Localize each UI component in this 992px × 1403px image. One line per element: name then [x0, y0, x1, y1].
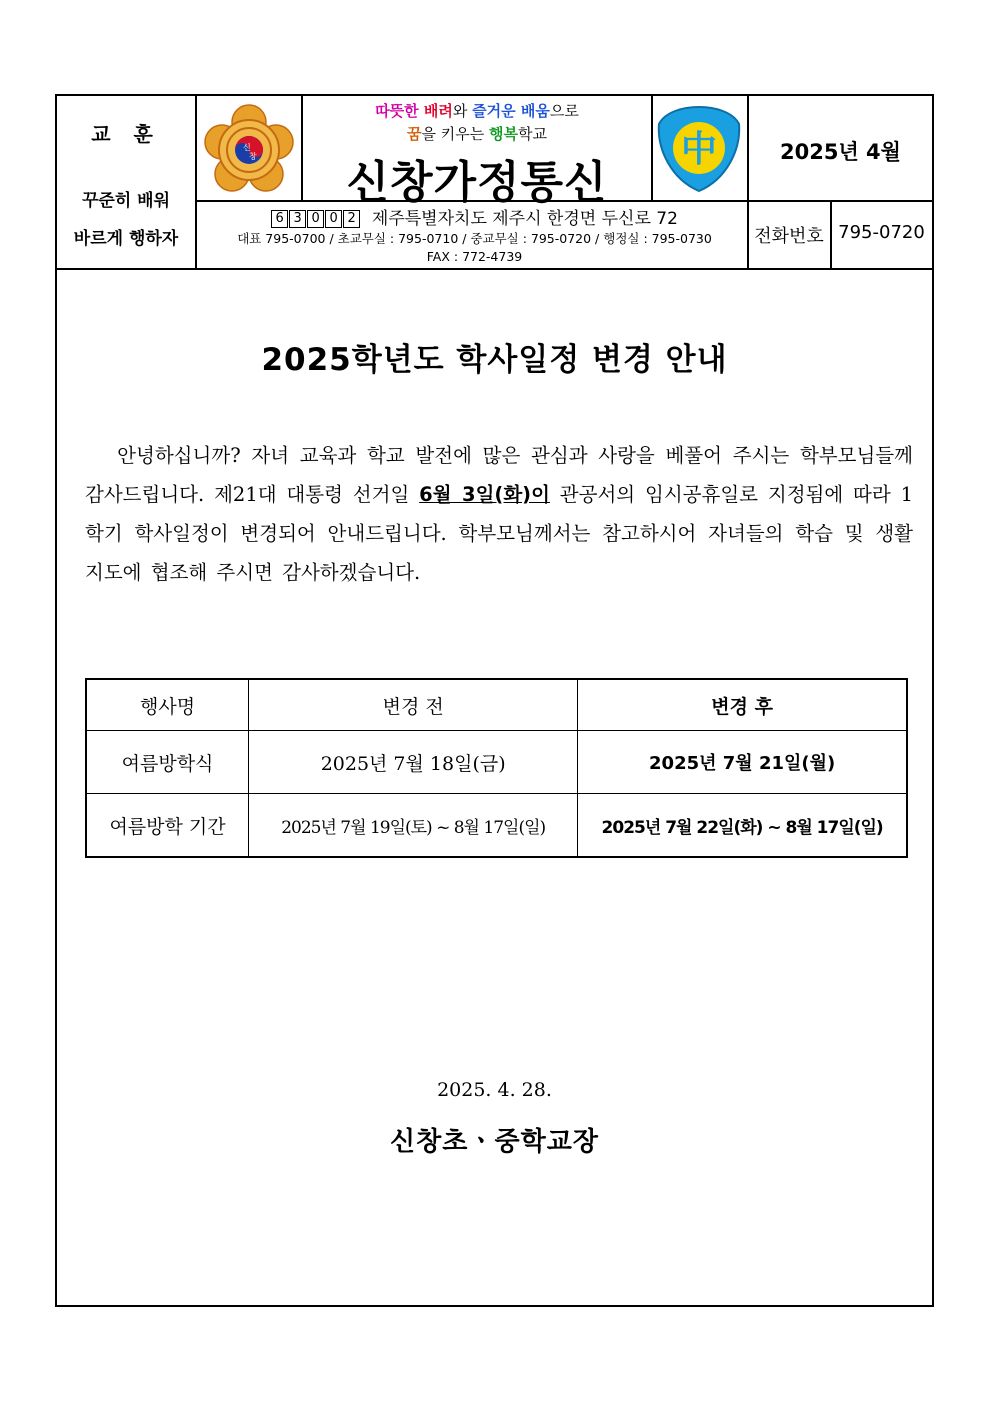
- date-before: 2025년 7월 18일(금): [249, 731, 578, 794]
- page-title: 2025학년도 학사일정 변경 안내: [261, 342, 728, 378]
- postal-digit: 0: [325, 210, 342, 228]
- address-text: 제주특별자치도 제주시 한경면 두신로 72: [371, 209, 678, 229]
- motto-line-1: 꾸준히 배워: [81, 191, 171, 211]
- emblem-char-2: 창: [249, 152, 257, 161]
- postal-digit: 6: [271, 210, 288, 228]
- table-header-row: [86, 679, 907, 731]
- schedule-table: [85, 678, 908, 858]
- issue-date: 2025년 4월: [780, 140, 901, 164]
- newsletter-name: 신창가정통신: [346, 157, 608, 208]
- table-row: [86, 731, 907, 794]
- slogan-line-1: 따뜻한 배려와 즐거운 배움으로: [375, 102, 579, 120]
- col-header-before: 변경 전: [249, 679, 578, 731]
- date-after: 2025년 7월 22일(화) ~ 8월 17일(일): [578, 794, 907, 858]
- postal-digit: 3: [289, 210, 306, 228]
- motto-line-2: 바르게 행하자: [73, 229, 179, 249]
- contact-line-1: 대표 795-0700 / 초교무실 : 795-0710 / 중교무실 : 795-0720 / 행정실 : 795-0730: [237, 231, 712, 246]
- date-after: 2025년 7월 21일(월): [578, 731, 907, 794]
- table-row: [86, 794, 907, 858]
- date-before: 2025년 7월 19일(토) ~ 8월 17일(일): [249, 794, 578, 858]
- body-paragraph: 안녕하십니까? 자녀 교육과 학교 발전에 많은 관심과 사랑을 베풀어 주시는 학부모님들께 감사드립니다. 제21대 대통령 선거일 6월 3일(화)이 관공서의 임시공휴일로 지정됨에 따라 1학기 학사일정이 변경되어 안내드립니다. 학부모님께서는 참고하시어 자녀들의 학습 및 생활 지도에 협조해 주시면 감사하겠습니다.: [85, 444, 913, 584]
- col-header-after: 변경 후: [578, 679, 907, 731]
- contact-line-2: FAX : 772-4739: [426, 249, 523, 264]
- contact-info: [202, 230, 747, 266]
- holiday-highlight: 6월 3일(화)이: [419, 483, 550, 506]
- logo-char: 中: [680, 129, 718, 170]
- tel-value: 795-0720: [838, 222, 925, 243]
- tel-label: 전화번호: [754, 226, 824, 247]
- signature-date: 2025. 4. 28.: [437, 1079, 552, 1101]
- signer-name: 신창초ㆍ중학교장: [390, 1127, 599, 1157]
- postal-digit: 2: [343, 210, 360, 228]
- newsletter-header: [57, 96, 932, 270]
- event-name: 여름방학식: [86, 731, 249, 794]
- newsletter-frame: [55, 94, 934, 1307]
- motto-title: 교 훈: [91, 122, 161, 146]
- postal-digit: 0: [307, 210, 324, 228]
- middle-school-logo: [655, 104, 743, 194]
- emblem-char-1: 신: [243, 143, 251, 152]
- col-header-event: 행사명: [86, 679, 249, 731]
- slogan-line-2: 꿈을 키우는 행복학교: [407, 125, 547, 143]
- event-name: 여름방학 기간: [86, 794, 249, 858]
- school-address: [202, 204, 747, 229]
- school-emblem-logo: [202, 102, 297, 197]
